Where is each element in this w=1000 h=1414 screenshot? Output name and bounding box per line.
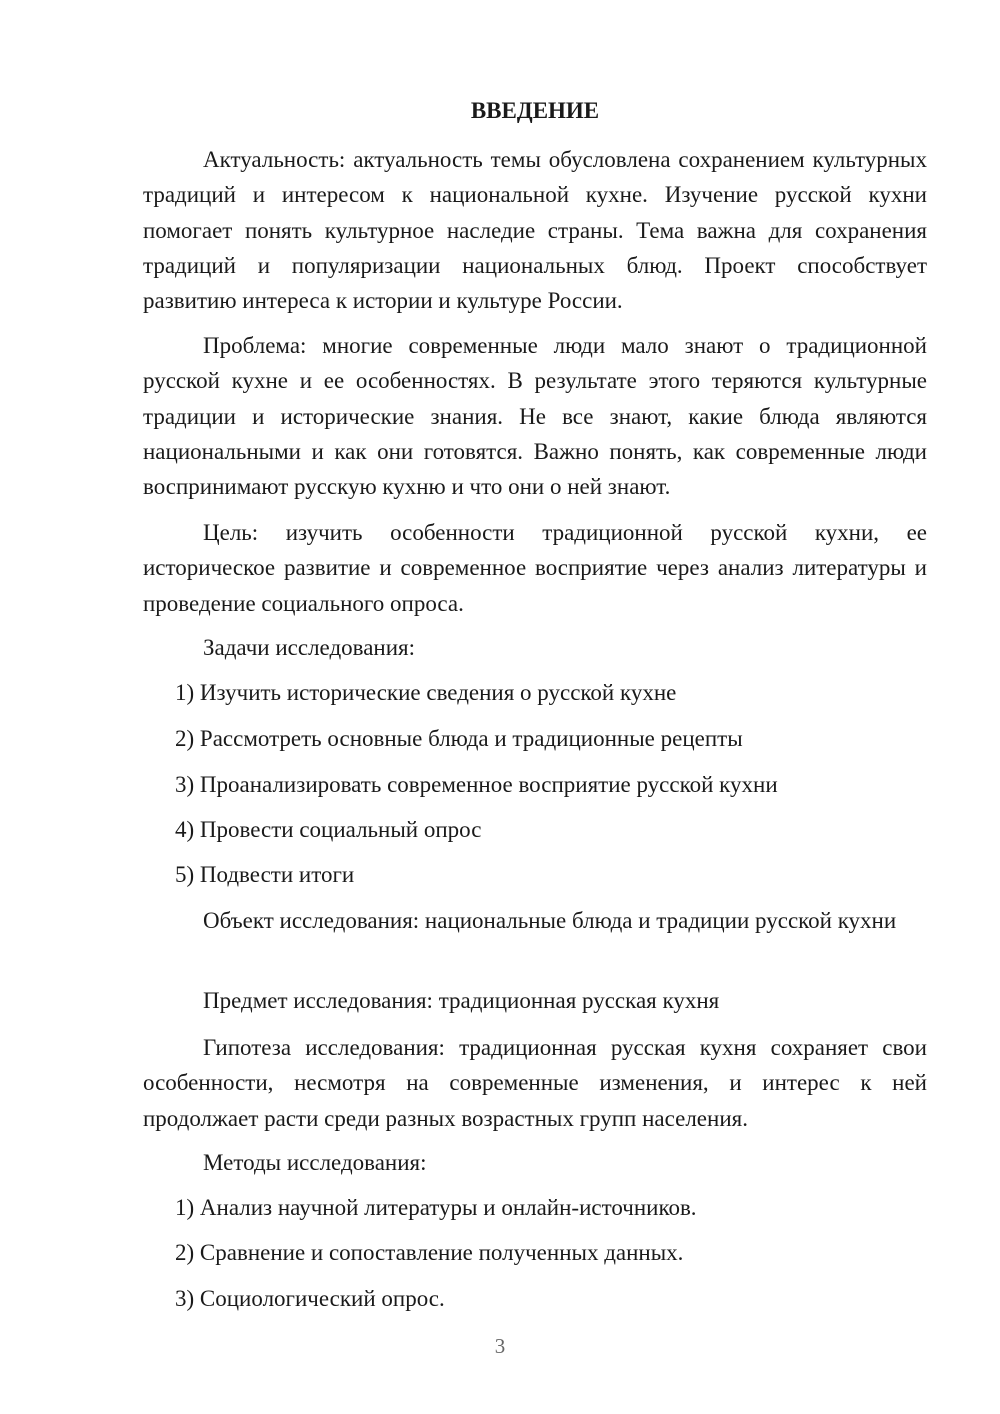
page-number: 3 bbox=[494, 1334, 506, 1358]
task-item-3: 3) Проанализировать современное восприятие русской кухни bbox=[175, 772, 778, 797]
subject-paragraph: Предмет исследования: традиционная русская кухня bbox=[203, 988, 720, 1013]
object-paragraph: Объект исследования: национальные блюда и традиции русской кухни bbox=[203, 908, 897, 933]
hypothesis-paragraph: Гипотеза исследования: традиционная русская кухня сохраняет свои особенности, несмотря на современные изменения, и интерес к ней продолжает расти среди разных возрастных групп населения. bbox=[143, 1035, 927, 1131]
section-title: ВВЕДЕНИЕ bbox=[470, 98, 600, 123]
method-item-3: 3) Социологический опрос. bbox=[175, 1286, 445, 1311]
task-item-2: 2) Рассмотреть основные блюда и традиционные рецепты bbox=[175, 726, 743, 751]
task-item-1: 1) Изучить исторические сведения о русской кухне bbox=[175, 680, 677, 705]
problem-paragraph: Проблема: многие современные люди мало знают о традиционной русской кухне и ее особенностях. В результате этого теряются культурные традиции и исторические знания. Не все знают, какие блюда являются национальными и как они готовятся. Важно понять, как современные люди воспринимают русскую кухню и что они о ней знают. bbox=[143, 333, 927, 500]
method-item-1: 1) Анализ научной литературы и онлайн-источников. bbox=[175, 1195, 697, 1220]
relevance-paragraph: Актуальность: актуальность темы обусловлена сохранением культурных традиций и интересом к национальной кухне. Изучение русской кухни помогает понять культурное наследие страны. Тема важна для сохранения традиций и популяризации национальных блюд. Проект способствует развитию интереса к истории и культуре России. bbox=[143, 147, 927, 314]
task-item-4: 4) Провести социальный опрос bbox=[175, 817, 482, 842]
methods-heading: Методы исследования: bbox=[203, 1150, 427, 1175]
task-item-5: 5) Подвести итоги bbox=[175, 862, 355, 887]
tasks-heading: Задачи исследования: bbox=[203, 635, 416, 660]
goal-paragraph: Цель: изучить особенности традиционной русской кухни, ее историческое развитие и современное восприятие через анализ литературы и проведение социального опроса. bbox=[143, 520, 927, 616]
method-item-2: 2) Сравнение и сопоставление полученных данных. bbox=[175, 1240, 684, 1265]
